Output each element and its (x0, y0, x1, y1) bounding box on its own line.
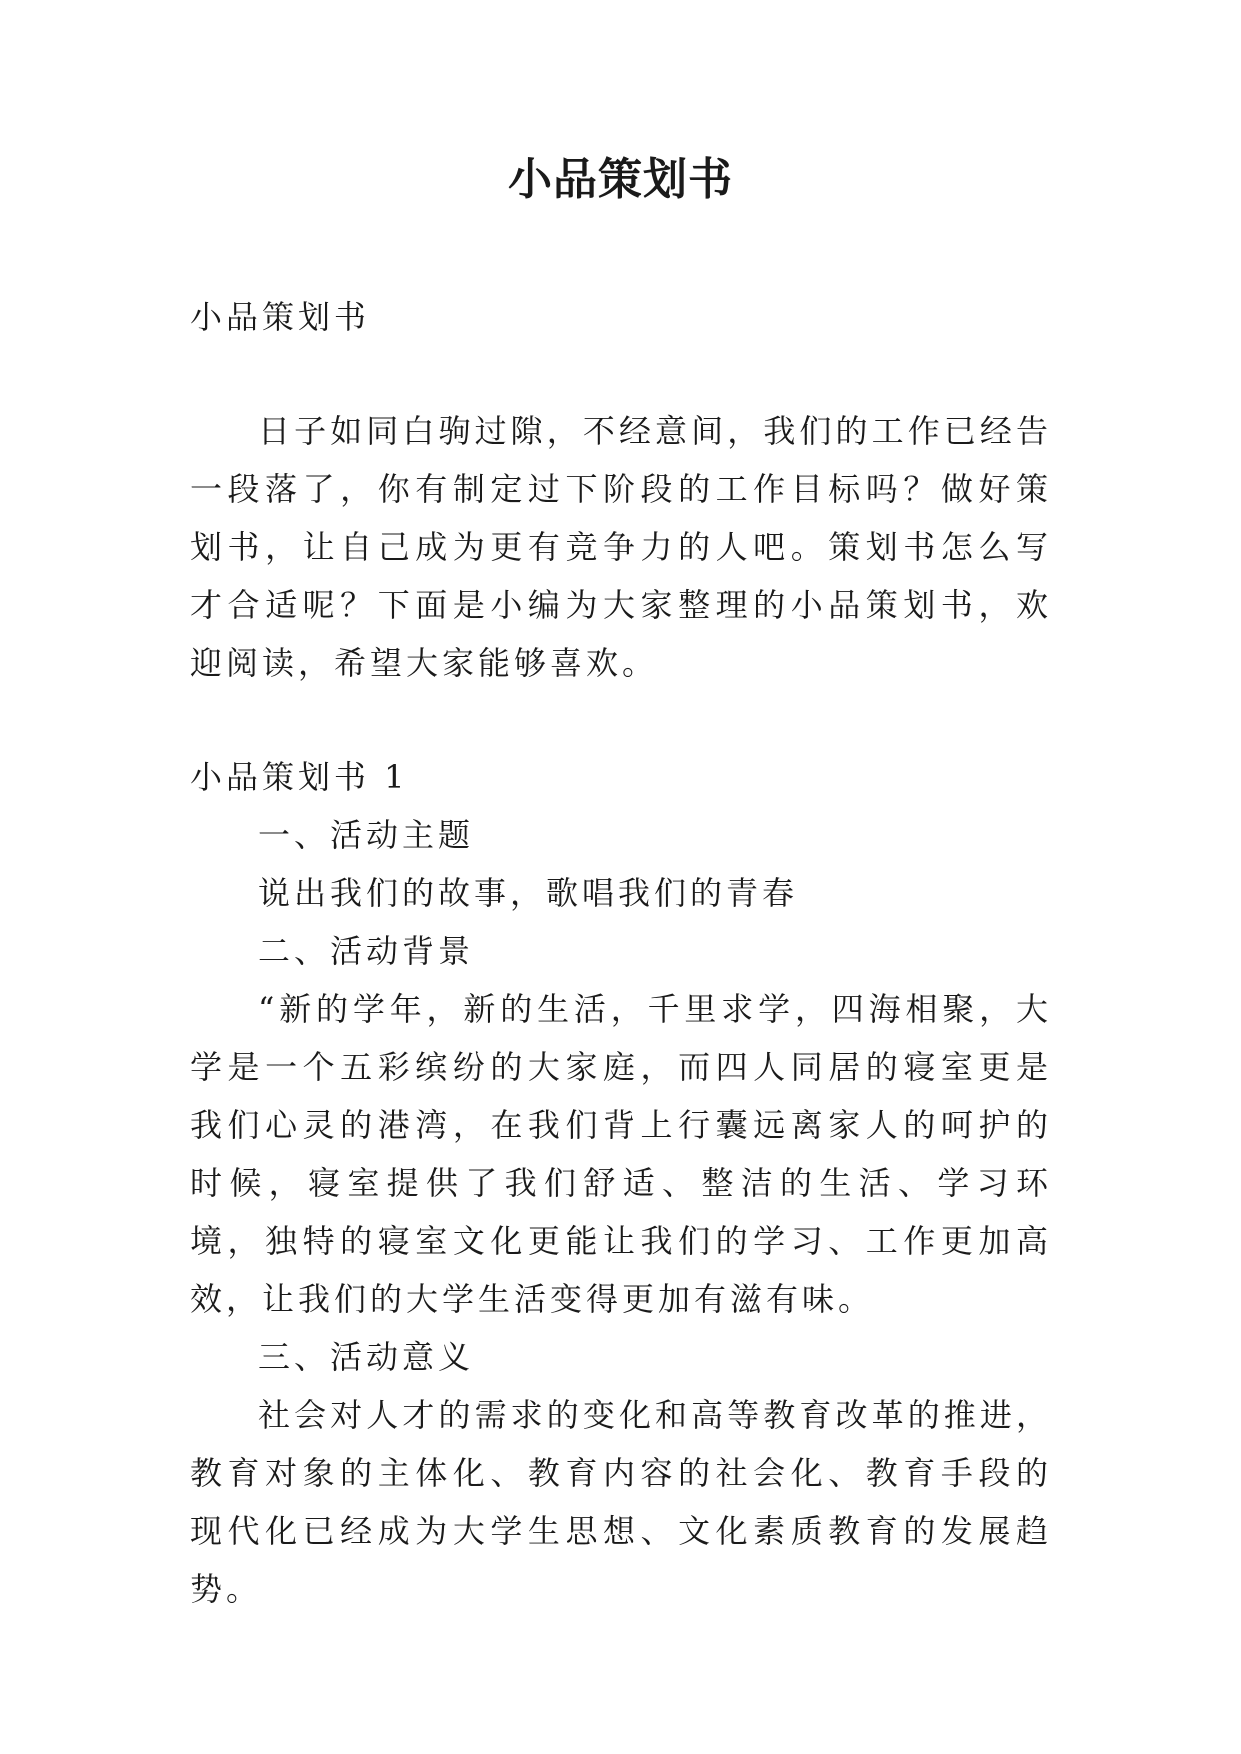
document-subtitle: 小品策划书 (190, 298, 371, 336)
item-heading-theme: 一、活动主题 (258, 816, 475, 854)
item-heading-background: 二、活动背景 (258, 932, 475, 970)
intro-paragraph: 日子如同白驹过隙，不经意间，我们的工作已经告一段落了，你有制定过下阶段的工作目标吗？做好策划书，让自己成为更有竞争力的人吧。策划书怎么写才合适呢？下面是小编为大家整理的小品策划书，欢迎阅读，希望大家能够喜欢。 (190, 412, 1052, 682)
item-text-background: “新的学年，新的生活，千里求学，四海相聚，大学是一个五彩缤纷的大家庭，而四人同居的寝室更是我们心灵的港湾，在我们背上行囊远离家人的呵护的时候，寝室提供了我们舒适、整洁的生活、学习环境，独特的寝室文化更能让我们的学习、工作更加高效，让我们的大学生活变得更加有滋有味。 (190, 990, 1052, 1318)
section-heading: 小品策划书 1 (190, 758, 409, 796)
item-heading-significance: 三、活动意义 (258, 1338, 475, 1376)
item-text-significance: 社会对人才的需求的变化和高等教育改革的推进，教育对象的主体化、教育内容的社会化、教育手段的现代化已经成为大学生思想、文化素质教育的发展趋势。 (190, 1396, 1052, 1608)
document-body (190, 288, 1052, 1618)
document-title: 小品策划书 (508, 154, 733, 205)
item-text-theme: 说出我们的故事，歌唱我们的青春 (258, 874, 799, 912)
